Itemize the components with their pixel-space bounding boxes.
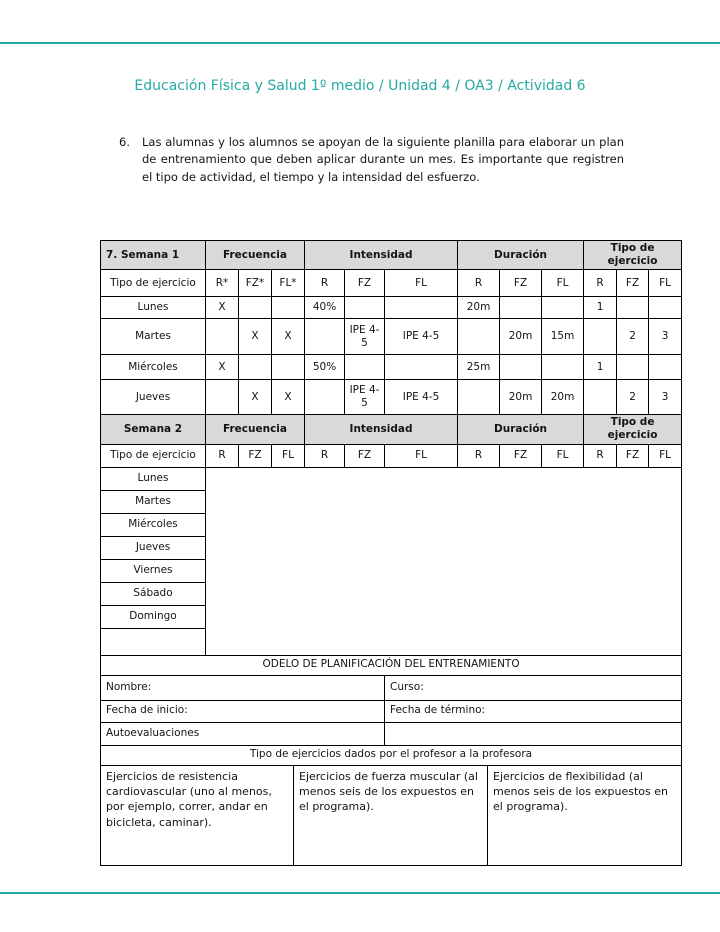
cell: X	[272, 319, 305, 355]
week1-label: 7. Semana 1	[101, 241, 206, 270]
week2-fill-area[interactable]	[206, 467, 682, 655]
day-label: Domingo	[101, 605, 206, 628]
cell	[272, 297, 305, 319]
week1-row-lunes	[101, 297, 682, 319]
week2-subheader-label: Tipo de ejercicio	[101, 444, 206, 467]
col-header: R*	[206, 270, 239, 297]
cell	[385, 355, 458, 380]
col-header: FL	[272, 444, 305, 467]
week2-row-lunes	[101, 467, 682, 490]
col-header: R	[584, 444, 617, 467]
nombre-curso-row	[101, 675, 682, 700]
planning-section	[100, 240, 682, 866]
cell: IPE 4-5	[345, 319, 385, 355]
day-label: Sábado	[101, 582, 206, 605]
cell: 20m	[500, 380, 542, 415]
col-header: R	[584, 270, 617, 297]
page-title: Educación Física y Salud 1º medio / Unidad 4 / OA3 / Actividad 6	[134, 78, 586, 94]
day-label: Lunes	[101, 297, 206, 319]
col-header: FL	[542, 270, 584, 297]
week2-group-frecuencia: Frecuencia	[206, 415, 305, 444]
col-header: R	[458, 444, 500, 467]
plan-title-row	[101, 655, 682, 675]
week1-header-row	[101, 241, 682, 270]
cell: X	[272, 380, 305, 415]
week2-group-duracion: Duración	[458, 415, 584, 444]
instruction-text: Las alumnas y los alumnos se apoyan de la siguiente planilla para elaborar un plan de entrenamiento que deben aplicar durante un mes. Es importante que registren el tipo de actividad, el tiempo y la intensidad del esfuerzo.	[142, 135, 624, 184]
bottom-divider-rule	[0, 892, 720, 894]
col-header: FZ	[617, 444, 649, 467]
week2-subheader-row	[101, 444, 682, 467]
exercises-header-row	[101, 745, 682, 765]
cell: 20m	[500, 319, 542, 355]
plan-title: ODELO DE PLANIFICACIÓN DEL ENTRENAMIENTO	[101, 655, 682, 675]
cell: 20m	[458, 297, 500, 319]
nombre-field[interactable]: Nombre:	[101, 675, 385, 700]
cell	[345, 297, 385, 319]
cell	[272, 355, 305, 380]
exercise-type-fuerza: Ejercicios de fuerza muscular (al menos seis de los expuestos en el programa).	[294, 765, 488, 865]
autoevaluaciones-field[interactable]: Autoevaluaciones	[101, 722, 385, 745]
cell	[305, 319, 345, 355]
week1-subheader-row	[101, 270, 682, 297]
col-header: FZ	[345, 444, 385, 467]
cell: 15m	[542, 319, 584, 355]
autoevaluaciones-row	[101, 722, 682, 745]
col-header: FZ	[500, 444, 542, 467]
col-header: FL	[385, 270, 458, 297]
cell: 20m	[542, 380, 584, 415]
day-label: Viernes	[101, 559, 206, 582]
col-header: FL	[649, 444, 682, 467]
cell	[206, 319, 239, 355]
instruction-paragraph	[119, 134, 624, 186]
cell	[345, 355, 385, 380]
day-label: Jueves	[101, 380, 206, 415]
day-label: Lunes	[101, 467, 206, 490]
col-header: R	[305, 270, 345, 297]
cell: X	[239, 319, 272, 355]
col-header: FZ	[617, 270, 649, 297]
cell	[458, 319, 500, 355]
col-header: FZ	[500, 270, 542, 297]
cell	[584, 319, 617, 355]
col-header: FZ*	[239, 270, 272, 297]
cell: 40%	[305, 297, 345, 319]
cell	[542, 355, 584, 380]
cell: X	[206, 355, 239, 380]
cell	[239, 355, 272, 380]
col-header: FL	[385, 444, 458, 467]
day-label: Martes	[101, 490, 206, 513]
fecha-termino-field[interactable]: Fecha de término:	[385, 700, 682, 722]
cell	[305, 380, 345, 415]
cell	[239, 297, 272, 319]
day-label: Miércoles	[101, 513, 206, 536]
cell	[649, 355, 682, 380]
autoevaluaciones-value[interactable]	[385, 722, 682, 745]
week1-group-frecuencia: Frecuencia	[206, 241, 305, 270]
exercise-types-row	[101, 765, 682, 865]
cell: 2	[617, 319, 649, 355]
fechas-row	[101, 700, 682, 722]
fecha-inicio-field[interactable]: Fecha de inicio:	[101, 700, 385, 722]
cell	[649, 297, 682, 319]
cell	[385, 297, 458, 319]
cell	[542, 297, 584, 319]
cell: 3	[649, 380, 682, 415]
week1-row-jueves	[101, 380, 682, 415]
cell: 2	[617, 380, 649, 415]
cell: 50%	[305, 355, 345, 380]
cell: 1	[584, 355, 617, 380]
cell: 1	[584, 297, 617, 319]
cell: IPE 4-5	[385, 380, 458, 415]
col-header: R	[305, 444, 345, 467]
top-divider-rule	[0, 42, 720, 44]
cell: X	[239, 380, 272, 415]
empty-cell	[101, 628, 206, 655]
day-label: Martes	[101, 319, 206, 355]
col-header: FL	[542, 444, 584, 467]
exercise-type-resistencia: Ejercicios de resistencia cardiovascular (uno al menos, por ejemplo, correr, andar en bicicleta, caminar).	[101, 765, 294, 865]
week1-group-tipo-ejercicio: Tipo de ejercicio	[584, 241, 682, 270]
col-header: R	[458, 270, 500, 297]
cell	[617, 355, 649, 380]
cell	[617, 297, 649, 319]
week1-group-duracion: Duración	[458, 241, 584, 270]
col-header: R	[206, 444, 239, 467]
col-header: FL*	[272, 270, 305, 297]
week1-group-intensidad: Intensidad	[305, 241, 458, 270]
exercise-types-table	[100, 745, 682, 866]
cell: X	[206, 297, 239, 319]
cell	[500, 297, 542, 319]
col-header: FZ	[345, 270, 385, 297]
cell	[206, 380, 239, 415]
week1-subheader-label: Tipo de ejercicio	[101, 270, 206, 297]
week1-row-miercoles	[101, 355, 682, 380]
cell: 3	[649, 319, 682, 355]
day-label: Jueves	[101, 536, 206, 559]
cell	[500, 355, 542, 380]
cell: IPE 4-5	[345, 380, 385, 415]
cell: 25m	[458, 355, 500, 380]
week2-group-intensidad: Intensidad	[305, 415, 458, 444]
instruction-number: 6.	[119, 135, 130, 149]
training-plan-table	[100, 240, 682, 746]
week2-group-tipo-ejercicio: Tipo de ejercicio	[584, 415, 682, 444]
week2-header-row	[101, 415, 682, 444]
curso-field[interactable]: Curso:	[385, 675, 682, 700]
col-header: FZ	[239, 444, 272, 467]
day-label: Miércoles	[101, 355, 206, 380]
exercise-type-flexibilidad: Ejercicios de flexibilidad (al menos seis de los expuestos en el programa).	[488, 765, 682, 865]
exercises-header: Tipo de ejercicios dados por el profesor a la profesora	[101, 745, 682, 765]
week2-label: Semana 2	[101, 415, 206, 444]
cell	[458, 380, 500, 415]
week1-row-martes	[101, 319, 682, 355]
col-header: FL	[649, 270, 682, 297]
cell	[584, 380, 617, 415]
cell: IPE 4-5	[385, 319, 458, 355]
